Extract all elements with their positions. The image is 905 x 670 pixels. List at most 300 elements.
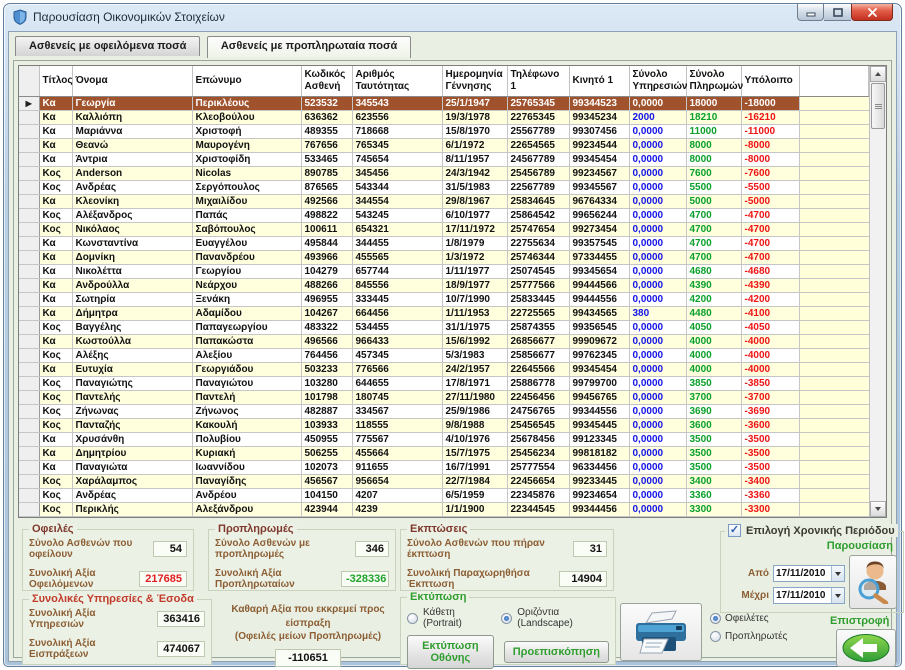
grid-cell[interactable]: Κακουλή: [192, 418, 301, 432]
grid-cell[interactable]: Κα: [39, 446, 72, 460]
grid-cell[interactable]: 99444566: [569, 278, 629, 292]
grid-cell[interactable]: Κα: [39, 264, 72, 278]
row-selector-cell[interactable]: [19, 250, 39, 264]
grid-cell[interactable]: 876565: [301, 180, 352, 194]
grid-cell[interactable]: 533465: [301, 152, 352, 166]
grid-cell[interactable]: Nicolas: [192, 166, 301, 180]
grid-cell[interactable]: 745654: [352, 152, 442, 166]
grid-cell[interactable]: -4100: [741, 306, 799, 320]
column-header[interactable]: Ημερομηνία Γέννησης: [442, 66, 507, 96]
row-selector-cell[interactable]: [19, 488, 39, 502]
grid-cell[interactable]: 103933: [301, 418, 352, 432]
grid-cell[interactable]: 25567789: [507, 124, 569, 138]
grid-cell[interactable]: 5500: [686, 180, 741, 194]
grid-cell[interactable]: 25456545: [507, 418, 569, 432]
table-row[interactable]: [19, 236, 869, 250]
grid-cell[interactable]: Πανταζής: [72, 418, 192, 432]
grid-cell[interactable]: Κα: [39, 334, 72, 348]
grid-cell[interactable]: 0,0000: [629, 152, 686, 166]
grid-cell[interactable]: Περικλής: [72, 502, 192, 516]
grid-cell[interactable]: 22654565: [507, 138, 569, 152]
table-row[interactable]: [19, 166, 869, 180]
row-selector-cell[interactable]: [19, 376, 39, 390]
grid-cell[interactable]: Δήμητρα: [72, 306, 192, 320]
grid-cell[interactable]: 496566: [301, 334, 352, 348]
grid-cell[interactable]: Περικλέους: [192, 96, 301, 110]
grid-cell[interactable]: Παναγιώτα: [72, 460, 192, 474]
grid-cell[interactable]: 25/9/1986: [442, 404, 507, 418]
grid-cell[interactable]: 4000: [686, 334, 741, 348]
print-screen-button[interactable]: Εκτύπωση Οθόνης: [407, 635, 494, 669]
grid-cell[interactable]: Anderson: [72, 166, 192, 180]
scrollbar-thumb[interactable]: [871, 83, 885, 129]
grid-cell[interactable]: 100611: [301, 222, 352, 236]
grid-cell[interactable]: 345456: [352, 166, 442, 180]
close-button[interactable]: [851, 4, 893, 21]
grid-cell[interactable]: 3500: [686, 460, 741, 474]
row-selector-cell[interactable]: [19, 348, 39, 362]
table-row[interactable]: [19, 180, 869, 194]
grid-cell[interactable]: -3500: [741, 432, 799, 446]
grid-cell[interactable]: 3690: [686, 404, 741, 418]
grid-cell[interactable]: 775567: [352, 432, 442, 446]
column-header[interactable]: Κωδικός Ασθενή: [301, 66, 352, 96]
grid-cell[interactable]: -3600: [741, 418, 799, 432]
grid-cell[interactable]: 890785: [301, 166, 352, 180]
grid-cell[interactable]: 845556: [352, 278, 442, 292]
grid-cell[interactable]: Κος: [39, 222, 72, 236]
grid-cell[interactable]: 24/3/1942: [442, 166, 507, 180]
grid-cell[interactable]: Πολυβίου: [192, 432, 301, 446]
row-selector-cell[interactable]: [19, 390, 39, 404]
grid-cell[interactable]: -3500: [741, 446, 799, 460]
grid-cell[interactable]: 5000: [686, 194, 741, 208]
grid-cell[interactable]: Κα: [39, 306, 72, 320]
column-header[interactable]: Τηλέφωνο 1: [507, 66, 569, 96]
grid-cell[interactable]: 15/6/1992: [442, 334, 507, 348]
table-row[interactable]: [19, 292, 869, 306]
grid-cell[interactable]: 966433: [352, 334, 442, 348]
grid-cell[interactable]: 0,0000: [629, 390, 686, 404]
grid-cell[interactable]: 0,0000: [629, 334, 686, 348]
grid-cell[interactable]: Παναγιώτου: [192, 376, 301, 390]
grid-cell[interactable]: Ξενάκη: [192, 292, 301, 306]
table-row[interactable]: [19, 334, 869, 348]
grid-cell[interactable]: 482887: [301, 404, 352, 418]
grid-cell[interactable]: Δημητρίου: [72, 446, 192, 460]
grid-cell[interactable]: 506255: [301, 446, 352, 460]
grid-cell[interactable]: -3690: [741, 404, 799, 418]
grid-cell[interactable]: 334567: [352, 404, 442, 418]
grid-cell[interactable]: 25874355: [507, 320, 569, 334]
table-row[interactable]: [19, 446, 869, 460]
grid-cell[interactable]: Γεωργία: [72, 96, 192, 110]
grid-cell[interactable]: 118555: [352, 418, 442, 432]
grid-cell[interactable]: 22456654: [507, 474, 569, 488]
to-date-select[interactable]: [773, 587, 845, 604]
grid-cell[interactable]: 4700: [686, 208, 741, 222]
grid-cell[interactable]: -4050: [741, 320, 799, 334]
grid-cell[interactable]: 24756765: [507, 404, 569, 418]
grid-cell[interactable]: -3400: [741, 474, 799, 488]
grid-cell[interactable]: 10/7/1990: [442, 292, 507, 306]
grid-cell[interactable]: 99345567: [569, 180, 629, 194]
grid-cell[interactable]: 0,0000: [629, 250, 686, 264]
grid-cell[interactable]: Κος: [39, 208, 72, 222]
grid-cell[interactable]: 22456456: [507, 390, 569, 404]
grid-cell[interactable]: 4480: [686, 306, 741, 320]
grid-cell[interactable]: 16/7/1991: [442, 460, 507, 474]
grid-cell[interactable]: 1/1/1900: [442, 502, 507, 516]
grid-cell[interactable]: -4700: [741, 222, 799, 236]
grid-cell[interactable]: -4700: [741, 250, 799, 264]
grid-cell[interactable]: 3500: [686, 446, 741, 460]
grid-cell[interactable]: -4200: [741, 292, 799, 306]
grid-cell[interactable]: 99345454: [569, 362, 629, 376]
row-selector-cell[interactable]: [19, 432, 39, 446]
grid-cell[interactable]: 99233445: [569, 474, 629, 488]
grid-cell[interactable]: Καλλιόπη: [72, 110, 192, 124]
table-row[interactable]: [19, 278, 869, 292]
grid-cell[interactable]: 623556: [352, 110, 442, 124]
table-row[interactable]: [19, 194, 869, 208]
grid-cell[interactable]: Κα: [39, 362, 72, 376]
grid-cell[interactable]: 0,0000: [629, 376, 686, 390]
grid-cell[interactable]: 99345234: [569, 110, 629, 124]
grid-cell[interactable]: 25856677: [507, 348, 569, 362]
grid-cell[interactable]: -4000: [741, 348, 799, 362]
grid-cell[interactable]: 3700: [686, 390, 741, 404]
grid-cell[interactable]: 0,0000: [629, 418, 686, 432]
grid-cell[interactable]: 5/3/1983: [442, 348, 507, 362]
grid-cell[interactable]: -3300: [741, 502, 799, 516]
row-selector-cell[interactable]: ▶: [19, 96, 39, 110]
grid-cell[interactable]: Ανδρούλλα: [72, 278, 192, 292]
grid-cell[interactable]: 96764334: [569, 194, 629, 208]
grid-cell[interactable]: -7600: [741, 166, 799, 180]
table-row[interactable]: [19, 222, 869, 236]
tab-owed-amounts[interactable]: Ασθενείς με οφειλόμενα ποσά: [15, 36, 200, 56]
grid-cell[interactable]: 7600: [686, 166, 741, 180]
preview-button[interactable]: Προεπισκόπηση: [504, 641, 609, 663]
grid-cell[interactable]: Μαυρογένη: [192, 138, 301, 152]
grid-cell[interactable]: 25456789: [507, 166, 569, 180]
row-selector-cell[interactable]: [19, 166, 39, 180]
grid-cell[interactable]: 26856677: [507, 334, 569, 348]
grid-cell[interactable]: 22344545: [507, 502, 569, 516]
grid-cell[interactable]: 99344456: [569, 502, 629, 516]
grid-cell[interactable]: 4239: [352, 502, 442, 516]
grid-cell[interactable]: Κλεονίκη: [72, 194, 192, 208]
grid-cell[interactable]: Ανδρέας: [72, 180, 192, 194]
grid-cell[interactable]: 3400: [686, 474, 741, 488]
grid-cell[interactable]: 0,0000: [629, 138, 686, 152]
grid-cell[interactable]: 22755634: [507, 236, 569, 250]
grid-cell[interactable]: -18000: [741, 96, 799, 110]
grid-cell[interactable]: Κος: [39, 418, 72, 432]
grid-cell[interactable]: 3360: [686, 488, 741, 502]
grid-cell[interactable]: Κα: [39, 278, 72, 292]
grid-cell[interactable]: Γεωργιάδου: [192, 362, 301, 376]
grid-cell[interactable]: Κος: [39, 502, 72, 516]
row-selector-cell[interactable]: [19, 124, 39, 138]
grid-cell[interactable]: Κα: [39, 432, 72, 446]
grid-cell[interactable]: Κος: [39, 180, 72, 194]
from-date-dropdown-icon[interactable]: [831, 566, 844, 581]
grid-cell[interactable]: 764456: [301, 348, 352, 362]
table-row[interactable]: [19, 306, 869, 320]
grid-cell[interactable]: 345543: [352, 96, 442, 110]
grid-cell[interactable]: 380: [629, 306, 686, 320]
grid-cell[interactable]: 25746344: [507, 250, 569, 264]
grid-cell[interactable]: Κος: [39, 376, 72, 390]
row-selector-cell[interactable]: [19, 334, 39, 348]
grid-cell[interactable]: 22725565: [507, 306, 569, 320]
printer-button[interactable]: [620, 603, 702, 661]
table-row[interactable]: [19, 320, 869, 334]
grid-cell[interactable]: Κα: [39, 460, 72, 474]
grid-cell[interactable]: -4390: [741, 278, 799, 292]
grid-cell[interactable]: Κλεοβούλου: [192, 110, 301, 124]
grid-cell[interactable]: 31/1/1975: [442, 320, 507, 334]
table-row[interactable]: [19, 474, 869, 488]
grid-cell[interactable]: -4700: [741, 236, 799, 250]
grid-cell[interactable]: 22765345: [507, 110, 569, 124]
grid-cell[interactable]: 24567789: [507, 152, 569, 166]
grid-cell[interactable]: -4680: [741, 264, 799, 278]
grid-cell[interactable]: 4700: [686, 236, 741, 250]
table-row[interactable]: [19, 152, 869, 166]
grid-cell[interactable]: 180745: [352, 390, 442, 404]
grid-cell[interactable]: Ζήνωνος: [192, 404, 301, 418]
scroll-down-button[interactable]: [870, 501, 886, 517]
row-selector-cell[interactable]: [19, 474, 39, 488]
grid-cell[interactable]: 25864542: [507, 208, 569, 222]
grid-cell[interactable]: Χριστοφή: [192, 124, 301, 138]
grid-cell[interactable]: 29/8/1967: [442, 194, 507, 208]
present-button[interactable]: [849, 555, 897, 609]
grid-cell[interactable]: 457345: [352, 348, 442, 362]
grid-cell[interactable]: 496955: [301, 292, 352, 306]
grid-cell[interactable]: 543245: [352, 208, 442, 222]
row-selector-cell[interactable]: [19, 222, 39, 236]
grid-cell[interactable]: 423944: [301, 502, 352, 516]
grid-cell[interactable]: 99273454: [569, 222, 629, 236]
table-row[interactable]: [19, 96, 869, 110]
grid-cell[interactable]: 344455: [352, 236, 442, 250]
grid-cell[interactable]: 25074545: [507, 264, 569, 278]
grid-cell[interactable]: -3700: [741, 390, 799, 404]
grid-cell[interactable]: 523532: [301, 96, 352, 110]
grid-cell[interactable]: 4000: [686, 348, 741, 362]
column-header[interactable]: Όνομα: [72, 66, 192, 96]
row-selector-cell[interactable]: [19, 446, 39, 460]
grid-cell[interactable]: 99444556: [569, 292, 629, 306]
grid-cell[interactable]: 99234544: [569, 138, 629, 152]
vertical-scrollbar[interactable]: [869, 66, 886, 517]
grid-cell[interactable]: Άντρια: [72, 152, 192, 166]
grid-cell[interactable]: Κυριακή: [192, 446, 301, 460]
grid-cell[interactable]: 103280: [301, 376, 352, 390]
grid-cell[interactable]: 0,0000: [629, 292, 686, 306]
grid-cell[interactable]: Παπαγεωργίου: [192, 320, 301, 334]
grid-cell[interactable]: 18/9/1977: [442, 278, 507, 292]
table-row[interactable]: [19, 418, 869, 432]
grid-cell[interactable]: -4000: [741, 362, 799, 376]
grid-cell[interactable]: 4390: [686, 278, 741, 292]
grid-cell[interactable]: 1/3/1972: [442, 250, 507, 264]
grid-cell[interactable]: Κα: [39, 236, 72, 250]
grid-cell[interactable]: Κα: [39, 124, 72, 138]
grid-cell[interactable]: -4000: [741, 334, 799, 348]
column-header[interactable]: Τίτλος: [39, 66, 72, 96]
grid-cell[interactable]: 483322: [301, 320, 352, 334]
grid-cell[interactable]: 15/7/1975: [442, 446, 507, 460]
column-header[interactable]: Κινητό 1: [569, 66, 629, 96]
grid-cell[interactable]: 6/5/1959: [442, 488, 507, 502]
grid-cell[interactable]: 0,0000: [629, 96, 686, 110]
grid-cell[interactable]: 24/2/1957: [442, 362, 507, 376]
grid-cell[interactable]: Ευτυχία: [72, 362, 192, 376]
grid-cell[interactable]: 99356545: [569, 320, 629, 334]
to-date-dropdown-icon[interactable]: [831, 588, 844, 603]
grid-cell[interactable]: 776566: [352, 362, 442, 376]
grid-cell[interactable]: Κα: [39, 292, 72, 306]
grid-cell[interactable]: 4050: [686, 320, 741, 334]
grid-cell[interactable]: 22567789: [507, 180, 569, 194]
grid-cell[interactable]: 543344: [352, 180, 442, 194]
column-header[interactable]: Σύνολο Πληρωμών: [686, 66, 741, 96]
grid-cell[interactable]: 450955: [301, 432, 352, 446]
table-row[interactable]: [19, 348, 869, 362]
grid-cell[interactable]: -5000: [741, 194, 799, 208]
debtors-radio[interactable]: [710, 613, 721, 624]
grid-cell[interactable]: -8000: [741, 138, 799, 152]
grid-cell[interactable]: 99456765: [569, 390, 629, 404]
grid-cell[interactable]: Αλέξανδρος: [72, 208, 192, 222]
grid-cell[interactable]: 333445: [352, 292, 442, 306]
grid-cell[interactable]: 0,0000: [629, 488, 686, 502]
grid-cell[interactable]: Αλέξης: [72, 348, 192, 362]
grid-cell[interactable]: 4207: [352, 488, 442, 502]
grid-cell[interactable]: 97334455: [569, 250, 629, 264]
grid-cell[interactable]: 956654: [352, 474, 442, 488]
grid-cell[interactable]: Ευαγγέλου: [192, 236, 301, 250]
grid-cell[interactable]: 498822: [301, 208, 352, 222]
grid-cell[interactable]: 0,0000: [629, 404, 686, 418]
grid-cell[interactable]: 0,0000: [629, 474, 686, 488]
grid-cell[interactable]: Χαράλαμπος: [72, 474, 192, 488]
grid-cell[interactable]: 0,0000: [629, 222, 686, 236]
row-selector-cell[interactable]: [19, 306, 39, 320]
grid-cell[interactable]: 8000: [686, 152, 741, 166]
grid-cell[interactable]: 99656244: [569, 208, 629, 222]
grid-cell[interactable]: 718668: [352, 124, 442, 138]
grid-cell[interactable]: 25678456: [507, 432, 569, 446]
grid-cell[interactable]: 25765345: [507, 96, 569, 110]
grid-cell[interactable]: 0,0000: [629, 446, 686, 460]
grid-cell[interactable]: 99344523: [569, 96, 629, 110]
grid-cell[interactable]: 8000: [686, 138, 741, 152]
grid-cell[interactable]: Ιωαννίδου: [192, 460, 301, 474]
grid-cell[interactable]: Αδαμίδου: [192, 306, 301, 320]
grid-cell[interactable]: 104267: [301, 306, 352, 320]
grid-cell[interactable]: 636362: [301, 110, 352, 124]
grid-cell[interactable]: 25747654: [507, 222, 569, 236]
grid-cell[interactable]: 101798: [301, 390, 352, 404]
grid-cell[interactable]: 6/10/1977: [442, 208, 507, 222]
grid-cell[interactable]: Μαριάννα: [72, 124, 192, 138]
grid-cell[interactable]: Παπάς: [192, 208, 301, 222]
table-row[interactable]: [19, 460, 869, 474]
grid-cell[interactable]: 22645566: [507, 362, 569, 376]
grid-cell[interactable]: Παντελής: [72, 390, 192, 404]
grid-cell[interactable]: 3500: [686, 432, 741, 446]
table-row[interactable]: [19, 208, 869, 222]
period-checkbox[interactable]: ✓: [729, 524, 740, 536]
grid-cell[interactable]: 3600: [686, 418, 741, 432]
grid-cell[interactable]: 99345454: [569, 152, 629, 166]
from-date-select[interactable]: [773, 565, 845, 582]
row-selector-cell[interactable]: [19, 138, 39, 152]
grid-cell[interactable]: 18210: [686, 110, 741, 124]
grid-cell[interactable]: Δομνίκη: [72, 250, 192, 264]
grid-cell[interactable]: 99434565: [569, 306, 629, 320]
portrait-radio[interactable]: [407, 613, 418, 624]
grid-cell[interactable]: 664456: [352, 306, 442, 320]
grid-cell[interactable]: 15/8/1970: [442, 124, 507, 138]
grid-cell[interactable]: Κος: [39, 390, 72, 404]
row-selector-cell[interactable]: [19, 180, 39, 194]
grid-cell[interactable]: Χριστοφίδη: [192, 152, 301, 166]
grid-cell[interactable]: Σεργόπουλος: [192, 180, 301, 194]
grid-cell[interactable]: 456567: [301, 474, 352, 488]
grid-cell[interactable]: 3850: [686, 376, 741, 390]
grid-cell[interactable]: Κωστούλλα: [72, 334, 192, 348]
grid-cell[interactable]: Παναγιώτης: [72, 376, 192, 390]
table-row[interactable]: [19, 124, 869, 138]
grid-cell[interactable]: 17/11/1972: [442, 222, 507, 236]
grid-cell[interactable]: 2000: [629, 110, 686, 124]
grid-cell[interactable]: 99799700: [569, 376, 629, 390]
grid-cell[interactable]: 99234654: [569, 488, 629, 502]
grid-cell[interactable]: 0,0000: [629, 362, 686, 376]
grid-cell[interactable]: 4680: [686, 264, 741, 278]
grid-cell[interactable]: 3300: [686, 502, 741, 516]
grid-cell[interactable]: 99357545: [569, 236, 629, 250]
grid-cell[interactable]: 25777554: [507, 460, 569, 474]
grid-cell[interactable]: 0,0000: [629, 264, 686, 278]
grid-cell[interactable]: 911655: [352, 460, 442, 474]
landscape-radio[interactable]: [501, 613, 512, 624]
grid-cell[interactable]: 99123345: [569, 432, 629, 446]
grid-cell[interactable]: 492566: [301, 194, 352, 208]
grid-cell[interactable]: 27/11/1980: [442, 390, 507, 404]
row-selector-cell[interactable]: [19, 502, 39, 516]
table-row[interactable]: [19, 138, 869, 152]
grid-cell[interactable]: Παπακώστα: [192, 334, 301, 348]
prepayers-radio[interactable]: [710, 631, 721, 642]
grid-cell[interactable]: -3850: [741, 376, 799, 390]
grid-cell[interactable]: 767656: [301, 138, 352, 152]
grid-cell[interactable]: Κα: [39, 194, 72, 208]
row-selector-cell[interactable]: [19, 278, 39, 292]
grid-cell[interactable]: 0,0000: [629, 278, 686, 292]
grid-cell[interactable]: 104279: [301, 264, 352, 278]
grid-cell[interactable]: 0,0000: [629, 502, 686, 516]
grid-cell[interactable]: Αλεξάνδρου: [192, 502, 301, 516]
grid-cell[interactable]: 99345654: [569, 264, 629, 278]
